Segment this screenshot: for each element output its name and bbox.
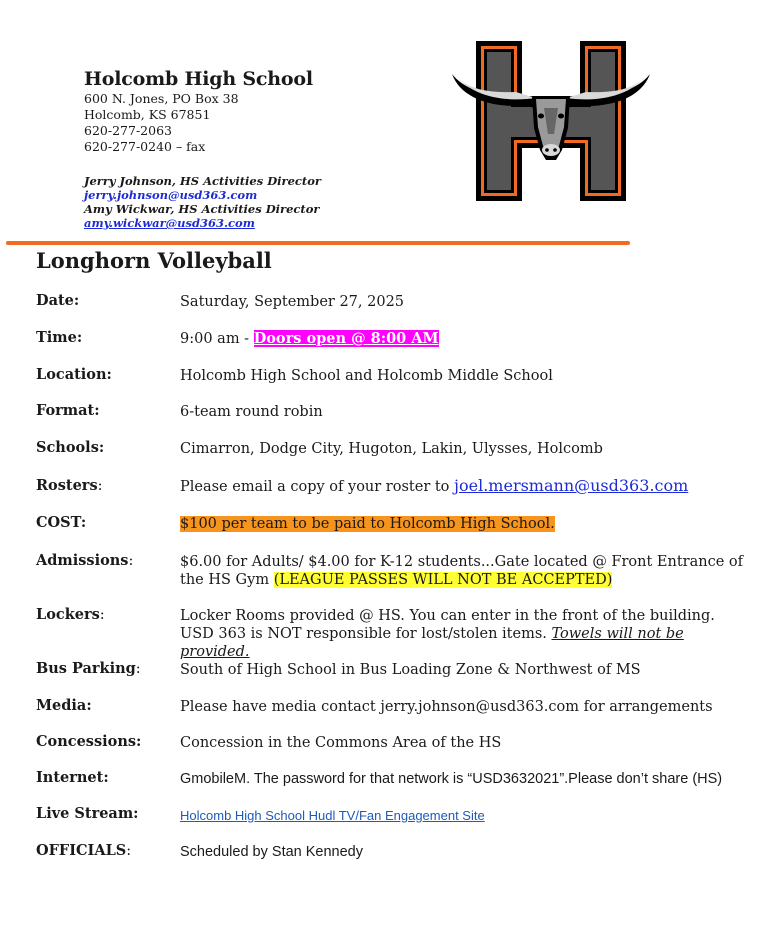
time-label: Time: (36, 329, 83, 346)
live-stream-link[interactable]: Holcomb High School Hudl TV/Fan Engagement Site (180, 808, 485, 823)
format-label: Format: (36, 402, 100, 419)
bus-parking-label: Bus Parking: (36, 660, 141, 677)
lockers-value (180, 607, 746, 661)
cost-highlight: $100 per team to be paid to Holcomb High School. (180, 516, 555, 532)
schools-value: Cimarron, Dodge City, Hugoton, Lakin, Ulysses, Holcomb (180, 441, 603, 457)
phone-line: 620-277-2063 (84, 123, 172, 138)
director2-name: Amy Wickwar, HS Activities Director (84, 202, 320, 216)
doors-open-highlight: Doors open @ 8:00 AM (253, 330, 439, 347)
lockers-label: Lockers: (36, 606, 105, 623)
cost-value (180, 515, 746, 533)
format-value: 6-team round robin (180, 404, 323, 420)
page-title: Longhorn Volleyball (36, 248, 272, 273)
towels-notice: Towels will not be provided. (180, 626, 684, 660)
location-label: Location: (36, 366, 112, 383)
live-stream-label: Live Stream: (36, 805, 139, 822)
location-value: Holcomb High School and Holcomb Middle School (180, 368, 553, 384)
city-line: Holcomb, KS 67851 (84, 107, 211, 122)
officials-value: Scheduled by Stan Kennedy (180, 844, 363, 860)
rosters-email-link[interactable]: joel.mersmann@usd363.com (454, 476, 689, 495)
bus-parking-value: South of High School in Bus Loading Zone & Northwest of MS (180, 662, 641, 678)
schools-label: Schools: (36, 439, 105, 456)
school-name: Holcomb High School (84, 68, 313, 90)
director1-email[interactable]: jerry.johnson@usd363.com (84, 188, 258, 202)
admissions-value (180, 553, 746, 589)
lockers-text: Locker Rooms provided @ HS. You can enter in the front of the building. USD 363 is NOT responsible for lost/stolen items. (180, 608, 715, 642)
time-value (180, 330, 746, 348)
fax-line: 620-277-0240 – fax (84, 139, 206, 154)
concessions-value: Concession in the Commons Area of the HS (180, 735, 502, 751)
media-value: Please have media contact jerry.johnson@usd363.com for arrangements (180, 699, 713, 715)
rosters-value (180, 477, 746, 496)
rosters-label: Rosters: (36, 477, 103, 494)
time-start: 9:00 am - (180, 331, 254, 347)
date-label: Date: (36, 292, 80, 309)
concessions-label: Concessions: (36, 733, 142, 750)
address-line: 600 N. Jones, PO Box 38 (84, 91, 239, 106)
cost-label: COST: (36, 514, 87, 531)
rosters-text: Please email a copy of your roster to (180, 479, 455, 495)
officials-label: OFFICIALS: (36, 842, 132, 859)
live-stream-value (180, 807, 746, 825)
director1-name: Jerry Johnson, HS Activities Director (84, 174, 321, 188)
director2-email-link[interactable]: amy.wickwar@usd363.com (84, 216, 255, 230)
league-passes-highlight: (LEAGUE PASSES WILL NOT BE ACCEPTED) (273, 572, 613, 588)
admissions-text: $6.00 for Adults/ $4.00 for K-12 students...Gate located @ Front Entrance of the HS Gym (180, 554, 744, 588)
date-value: Saturday, September 27, 2025 (180, 294, 405, 310)
header-divider (6, 241, 630, 245)
admissions-label: Admissions: (36, 552, 134, 569)
media-label: Media: (36, 697, 92, 714)
internet-value: GmobileM. The password for that network is “USD3632021”.Please don’t share (HS) (180, 771, 723, 787)
internet-label: Internet: (36, 769, 109, 786)
longhorn-h-logo (448, 38, 654, 204)
